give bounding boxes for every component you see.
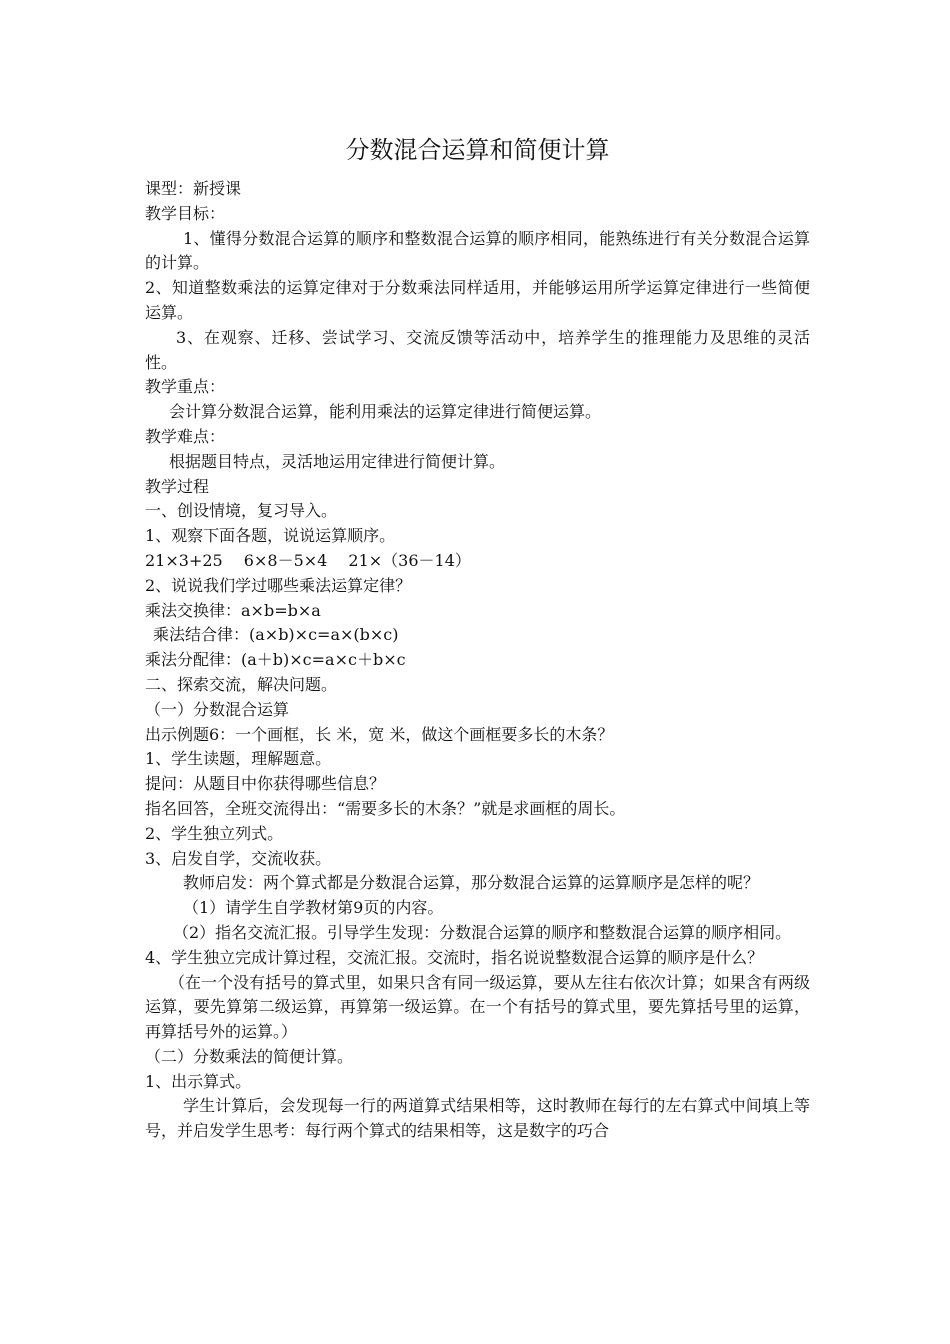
expressions-row: 21×3+25 6×8－5×4 21×（36－14）: [145, 550, 471, 570]
students-calc-note: 学生计算后，会发现每一行的两道算式结果相等，这时教师在每行的左右算式中间填上等号，并启发学生思考：每行两个算式的结果相等，这是数字的巧合: [145, 1096, 810, 1141]
question-info: 提问：从题目中你获得哪些信息？: [145, 774, 386, 794]
heading-key-points: 教学重点：: [145, 377, 226, 397]
teacher-prompt: 教师启发：两个算式都是分数混合运算，那分数混合运算的运算顺序是怎样的呢？: [183, 873, 760, 893]
document-page: [145, 130, 810, 1144]
heading-objectives: 教学目标：: [145, 203, 226, 223]
document-title: 分数混合运算和简便计算: [345, 136, 610, 164]
difficulties-text: 根据题目特点，灵活地运用定律进行简便计算。: [169, 451, 506, 471]
example-6: 出示例题6：一个画框，长 米，宽 米，做这个画框要多长的木条？: [145, 724, 614, 744]
step-independent-calc: 4、学生独立完成计算过程，交流汇报。交流时，指名说说整数混合运算的顺序是什么？: [145, 947, 764, 967]
law-distributive: 乘法分配律：(a＋b)×c=a×c＋b×c: [145, 650, 406, 670]
step-observe: 1、观察下面各题，说说运算顺序。: [145, 526, 396, 546]
law-commutative: 乘法交换律：a×b=b×a: [145, 600, 321, 620]
self-study-item-2: （2）指名交流汇报。引导学生发现：分数混合运算的顺序和整数混合运算的顺序相同。: [173, 922, 792, 942]
subsection-1-heading: （一）分数混合运算: [145, 699, 290, 719]
heading-process: 教学过程: [145, 476, 210, 496]
step-show-expressions: 1、出示算式。: [145, 1071, 252, 1091]
answer-perimeter: 指名回答，全班交流得出：“需要多长的木条？”就是求画框的周长。: [145, 798, 626, 818]
objective-3: 3、在观察、迁移、尝试学习、交流反馈等活动中，培养学生的推理能力及思维的灵活性。: [145, 327, 810, 372]
step-laws-question: 2、说说我们学过哪些乘法运算定律？: [145, 575, 412, 595]
step-self-study: 3、启发自学，交流收获。: [145, 848, 332, 868]
law-associative: 乘法结合律：(a×b)×c=a×(b×c): [153, 625, 399, 645]
objective-2: 2、知道整数乘法的运算定律对于分数乘法同样适用，并能够运用所学运算定律进行一些简便运算。: [145, 278, 810, 322]
step-read-problem: 1、学生读题，理解题意。: [145, 749, 332, 769]
order-rule-note: （在一个没有括号的算式里，如果只含有同一级运算，要从左往右依次计算；如果含有两级运算，要先算第二级运算，再算第一级运算。在一个有括号的算式里，要先算括号里的运算，再算括号外的运算。）: [145, 972, 810, 1042]
step-write-expression: 2、学生独立列式。: [145, 823, 284, 843]
lesson-type: 课型：新授课: [145, 179, 242, 198]
section-2-heading: 二、探索交流，解决问题。: [145, 674, 338, 694]
heading-difficulties: 教学难点：: [145, 426, 226, 446]
self-study-item-1: （1）请学生自学教材第9页的内容。: [183, 898, 444, 918]
objective-1: 1、懂得分数混合运算的顺序和整数混合运算的顺序相同，能熟练进行有关分数混合运算的计算。: [145, 228, 810, 273]
subsection-2-heading: （二）分数乘法的简便计算。: [145, 1046, 354, 1066]
section-1-heading: 一、创设情境，复习导入。: [145, 501, 338, 521]
key-points-text: 会计算分数混合运算，能利用乘法的运算定律进行简便运算。: [169, 402, 602, 422]
